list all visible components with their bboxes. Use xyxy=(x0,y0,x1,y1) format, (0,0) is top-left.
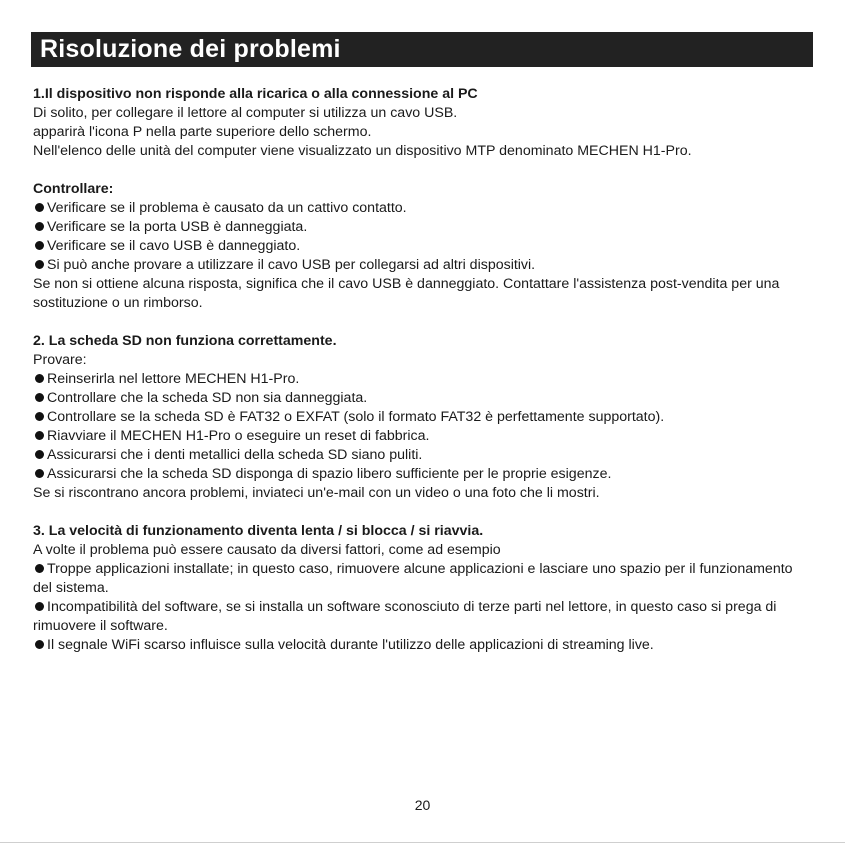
bullet-item xyxy=(33,389,813,408)
bullet-icon xyxy=(35,374,44,383)
bullet-text: Il segnale WiFi scarso influisce sulla velocità durante l'utilizzo delle applicazioni di streaming live. xyxy=(47,637,654,653)
bullet-text: Riavviare il MECHEN H1-Pro o eseguire un reset di fabbrica. xyxy=(47,428,430,444)
bullet-icon xyxy=(35,450,44,459)
section-3-heading: 3. La velocità di funzionamento diventa lenta / si blocca / si riavvia. xyxy=(33,523,484,539)
paragraph-line: apparirà l'icona P nella parte superiore dello schermo. xyxy=(33,124,372,140)
page-number: 20 xyxy=(414,797,431,813)
bullet-icon xyxy=(35,640,44,649)
bullet-item xyxy=(33,446,813,465)
bullet-text: Incompatibilità del software, se si installa un software sconosciuto di terze parti nel lettore, in questo caso si prega di rimuovere il software. xyxy=(33,599,777,634)
spacer xyxy=(33,161,813,180)
bullet-icon xyxy=(35,241,44,250)
paragraph-line: Se si riscontrano ancora problemi, inviateci un'e-mail con un video o una foto che li mostri. xyxy=(33,485,600,501)
check-heading: Controllare: xyxy=(33,181,114,197)
bullet-text: Assicurarsi che la scheda SD disponga di spazio libero sufficiente per le proprie esigenze. xyxy=(47,466,612,482)
bullet-text: Troppe applicazioni installate; in questo caso, rimuovere alcune applicazioni e lasciare uno spazio per il funzionamento del sistema. xyxy=(33,561,793,596)
bullet-icon xyxy=(35,469,44,478)
bullet-icon xyxy=(35,564,44,573)
bullet-text: Verificare se il problema è causato da un cattivo contatto. xyxy=(47,200,407,216)
bullet-item xyxy=(33,199,813,218)
bullet-text: Assicurarsi che i denti metallici della scheda SD siano puliti. xyxy=(47,447,423,463)
bullet-item xyxy=(33,370,813,389)
paragraph-line: A volte il problema può essere causato da diversi fattori, come ad esempio xyxy=(33,542,501,558)
bullet-text: Reinserirla nel lettore MECHEN H1-Pro. xyxy=(47,371,300,387)
bullet-text: Verificare se la porta USB è danneggiata. xyxy=(47,219,308,235)
bullet-icon xyxy=(35,393,44,402)
bullet-item xyxy=(33,427,813,446)
bullet-icon xyxy=(35,203,44,212)
bullet-item xyxy=(33,256,813,275)
paragraph-line: Provare: xyxy=(33,352,87,368)
section-1-heading: 1.Il dispositivo non risponde alla ricarica o alla connessione al PC xyxy=(33,86,478,102)
bullet-icon xyxy=(35,222,44,231)
spacer xyxy=(33,503,813,522)
bullet-item xyxy=(33,465,813,484)
bullet-icon xyxy=(35,602,44,611)
section-2-heading: 2. La scheda SD non funziona correttamente. xyxy=(33,333,337,349)
bullet-item xyxy=(33,237,813,256)
bullet-item xyxy=(33,408,813,427)
bullet-item xyxy=(33,560,813,598)
bullet-icon xyxy=(35,431,44,440)
bottom-divider xyxy=(0,842,845,843)
paragraph-line: Di solito, per collegare il lettore al computer si utilizza un cavo USB. xyxy=(33,105,458,121)
page-title: Risoluzione dei problemi xyxy=(31,32,813,67)
bullet-item xyxy=(33,218,813,237)
bullet-item xyxy=(33,598,813,636)
bullet-text: Verificare se il cavo USB è danneggiato. xyxy=(47,238,301,254)
bullet-text: Controllare che la scheda SD non sia danneggiata. xyxy=(47,390,368,406)
paragraph: Se non si ottiene alcuna risposta, significa che il cavo USB è danneggiato. Contattare l'assistenza post-vendita per una sostituzione o un rimborso. xyxy=(33,276,780,311)
bullet-text: Si può anche provare a utilizzare il cavo USB per collegarsi ad altri dispositivi. xyxy=(47,257,536,273)
bullet-text: Controllare se la scheda SD è FAT32 o EXFAT (solo il formato FAT32 è perfettamente supportato). xyxy=(47,409,665,425)
paragraph-line: Nell'elenco delle unità del computer viene visualizzato un dispositivo MTP denominato MECHEN H1-Pro. xyxy=(33,143,692,159)
bullet-icon xyxy=(35,412,44,421)
bullet-icon xyxy=(35,260,44,269)
bullet-item xyxy=(33,636,813,655)
document-body xyxy=(33,85,813,655)
spacer xyxy=(33,313,813,332)
